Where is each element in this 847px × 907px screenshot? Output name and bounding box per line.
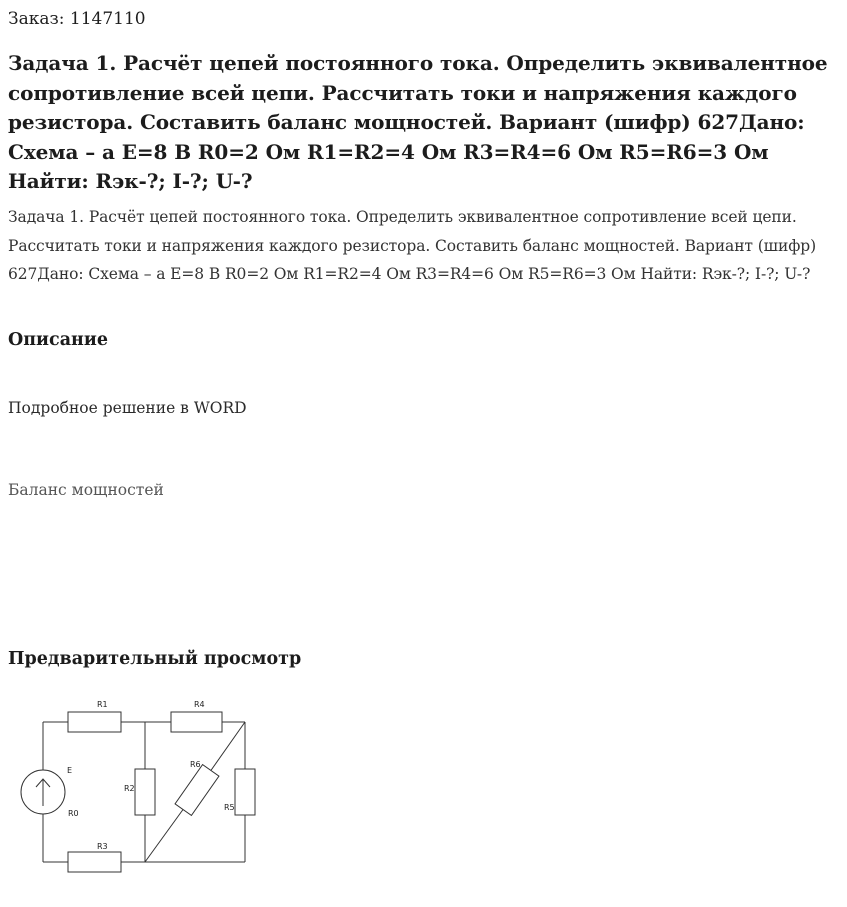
circuit-diagram xyxy=(18,695,278,875)
resistor-r4 xyxy=(171,712,222,732)
label-r0: R0 xyxy=(68,809,79,818)
resistor-r2 xyxy=(135,769,155,815)
label-r3: R3 xyxy=(97,842,108,851)
resistor-r3 xyxy=(68,852,121,872)
preview-image xyxy=(18,695,278,875)
resistor-r6 xyxy=(175,765,219,816)
label-r5: R5 xyxy=(224,803,235,812)
label-r1: R1 xyxy=(97,700,108,709)
description-heading: Описание xyxy=(8,330,108,350)
page-title: Задача 1. Расчёт цепей постоянного тока. Определить эквивалентное сопротивление всей цепи. Рассчитать токи и напряжения каждого резистора. Составить баланс мощностей. Вариант (шифр) 627Дано: Схема – а E=8 В R0=2 Ом R1=R2=4 Ом R3=R4=6 Ом R5=R6=3 Ом Найти: Rэк-?; I-?; U-? xyxy=(8,51,828,193)
label-r6: R6 xyxy=(190,760,201,769)
task-text: Задача 1. Расчёт цепей постоянного тока. Определить эквивалентное сопротивление всей цепи. Рассчитать токи и напряжения каждого резистора. Составить баланс мощностей. Вариант (шифр) 627Дано: Схема – а E=8 В R0=2 Ом R1=R2=4 Ом R3=R4=6 Ом R5=R6=3 Ом Найти: Rэк-?; I-?; U-? xyxy=(8,208,817,283)
description-text: Подробное решение в WORD xyxy=(8,399,247,417)
description-balance: Баланс мощностей xyxy=(8,481,164,499)
label-r2: R2 xyxy=(124,784,135,793)
label-r4: R4 xyxy=(194,700,205,709)
order-number: Заказ: 1147110 xyxy=(8,9,146,29)
label-e: E xyxy=(67,766,73,775)
preview-heading: Предварительный просмотр xyxy=(8,649,302,669)
resistor-r1 xyxy=(68,712,121,732)
resistor-r5 xyxy=(235,769,255,815)
